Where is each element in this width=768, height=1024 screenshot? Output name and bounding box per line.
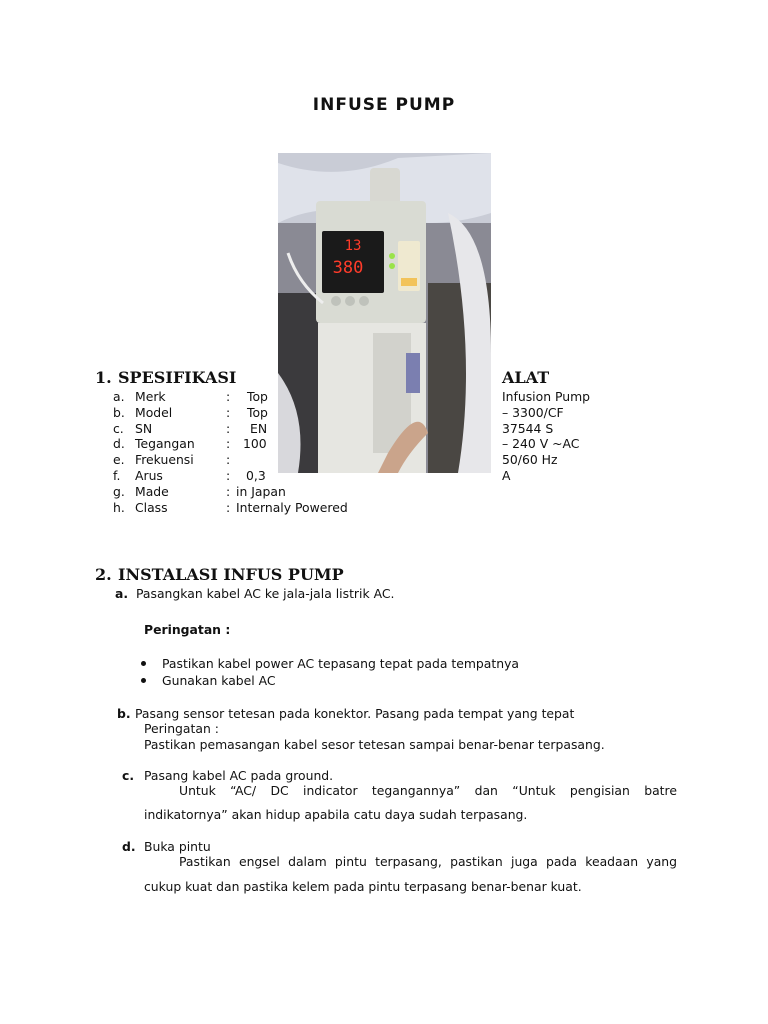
step-a-letter: a. (115, 586, 129, 601)
step-b-letter: b. (117, 706, 131, 721)
step-c-letter: c. (122, 768, 135, 783)
bullet-dot (141, 678, 146, 683)
display-bottom: 380 (332, 258, 364, 278)
step-b-text: Pasang sensor tetesan pada konektor. Pasang pada tempat yang tepat (135, 706, 575, 721)
page-title: INFUSE PUMP (312, 95, 456, 115)
infusion-pump-photo (278, 153, 491, 473)
section1-heading: SPESIFIKASI (118, 368, 237, 387)
step-c-line2: indikatornya” akan hidup apabila catu daya sudah terpasang. (144, 807, 528, 822)
step-d-line1: Pastikan engsel dalam pintu terpasang, pastikan juga pada keadaan yang (179, 854, 677, 869)
step-d-letter: d. (122, 839, 136, 854)
section1-number: 1. (95, 368, 112, 387)
step-a-bullet: Gunakan kabel AC (162, 673, 276, 688)
section1-heading-right: ALAT (502, 368, 550, 387)
step-c-text: Pasang kabel AC pada ground. (144, 768, 334, 783)
step-b-warning-label: Peringatan : (144, 721, 219, 736)
step-a-bullet: Pastikan kabel power AC tepasang tepat pada tempatnya (162, 656, 519, 671)
step-d-line2: cukup kuat dan pastika kelem pada pintu terpasang benar-benar kuat. (144, 879, 582, 894)
display-top: 13 (344, 238, 362, 254)
step-c-line1: Untuk “AC/ DC indicator tegangannya” dan “Untuk pengisian batre (179, 783, 677, 798)
section2-number: 2. (95, 565, 112, 584)
step-a-text: Pasangkan kabel AC ke jala-jala listrik AC. (136, 586, 395, 601)
step-d-text: Buka pintu (144, 839, 211, 854)
step-b-warning-text: Pastikan pemasangan kabel sesor tetesan sampai benar-benar terpasang. (144, 737, 605, 752)
step-a-warning-label: Peringatan : (144, 622, 231, 637)
bullet-dot (141, 661, 146, 666)
section2-heading: INSTALASI INFUS PUMP (118, 565, 344, 584)
